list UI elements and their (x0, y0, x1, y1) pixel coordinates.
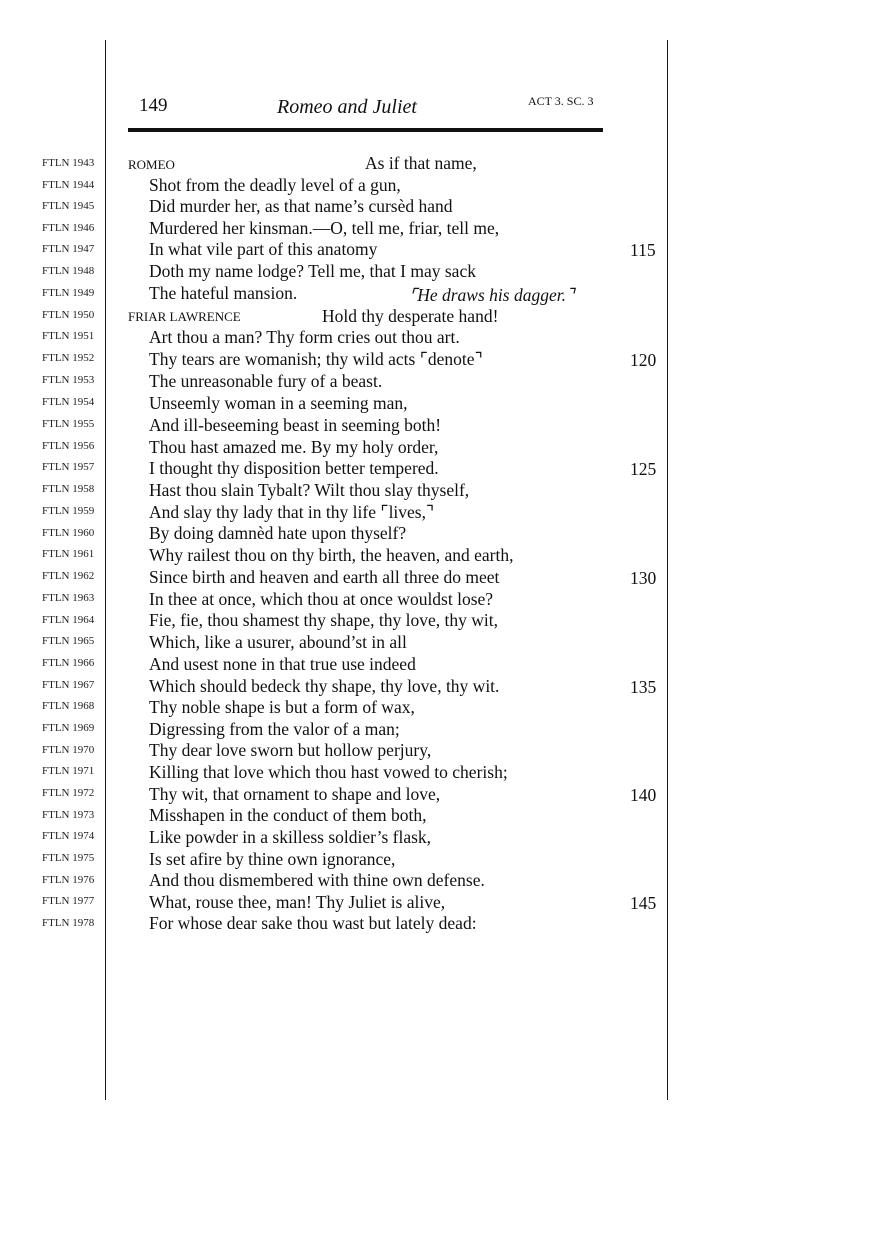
right-margin-rule (667, 40, 668, 1100)
running-title: Romeo and Juliet (277, 96, 417, 118)
ftln-label: FTLN 1974 (42, 830, 95, 842)
verse-line: Killing that love which thou hast vowed to cherish; (149, 762, 508, 782)
close-bracket: ⌝ (565, 285, 575, 305)
open-bracket: ⌜ (380, 502, 389, 522)
line-number: 130 (630, 568, 657, 588)
ftln-label: FTLN 1947 (42, 243, 95, 255)
verse-line: In what vile part of this anatomy (149, 239, 378, 259)
ftln-label: FTLN 1967 (42, 679, 95, 691)
speaker-romeo: ROMEO (128, 157, 175, 172)
verse-line (149, 349, 483, 370)
verse-line: The unreasonable fury of a beast. (149, 371, 383, 391)
line-number: 125 (630, 459, 657, 479)
verse-line: Since birth and heaven and earth all three do meet (149, 567, 500, 587)
verse-line: Unseemly woman in a seeming man, (149, 393, 408, 413)
close-bracket: ⌝ (426, 502, 435, 522)
speaker-friar-lawrence: FRIAR LAWRENCE (128, 309, 241, 324)
ftln-label: FTLN 1970 (42, 744, 95, 756)
act-scene-label: ACT 3. SC. 3 (528, 94, 594, 108)
emended-word: denote (427, 349, 475, 369)
line-number: 145 (630, 893, 657, 913)
ftln-label: FTLN 1956 (42, 440, 95, 452)
verse-line: Hast thou slain Tybalt? Wilt thou slay thyself, (149, 480, 470, 500)
ftln-label: FTLN 1961 (42, 548, 95, 560)
line-number: 140 (630, 785, 657, 805)
open-bracket: ⌜ (409, 285, 418, 305)
verse-line: Thy wit, that ornament to shape and love, (149, 784, 441, 804)
ftln-label: FTLN 1944 (42, 179, 95, 191)
ftln-label: FTLN 1958 (42, 483, 95, 495)
ftln-label: FTLN 1946 (42, 222, 95, 234)
verse-line: In thee at once, which thou at once wouldst lose? (149, 589, 494, 609)
page-number: 149 (139, 95, 168, 116)
verse-line: Art thou a man? Thy form cries out thou art. (149, 327, 460, 347)
ftln-label: FTLN 1954 (42, 396, 95, 408)
verse-line: Thy dear love sworn but hollow perjury, (149, 740, 432, 760)
ftln-label: FTLN 1977 (42, 895, 95, 907)
ftln-label: FTLN 1972 (42, 787, 95, 799)
ftln-label: FTLN 1950 (42, 309, 95, 321)
ftln-label: FTLN 1966 (42, 657, 95, 669)
left-margin-rule (105, 40, 106, 1100)
verse-line: Shot from the deadly level of a gun, (149, 175, 401, 195)
ftln-label: FTLN 1951 (42, 330, 95, 342)
ftln-label: FTLN 1971 (42, 765, 95, 777)
verse-line: What, rouse thee, man! Thy Juliet is alive, (149, 892, 446, 912)
ftln-label: FTLN 1975 (42, 852, 95, 864)
line-number: 120 (630, 350, 657, 370)
emended-word: lives, (388, 502, 426, 522)
verse-line: Why railest thou on thy birth, the heaven, and earth, (149, 545, 514, 565)
verse-line: As if that name, (365, 153, 477, 173)
ftln-label: FTLN 1959 (42, 505, 95, 517)
verse-line: Thy noble shape is but a form of wax, (149, 697, 415, 717)
verse-line: Murdered her kinsman.—O, tell me, friar, tell me, (149, 218, 500, 238)
line-number: 115 (630, 240, 656, 260)
verse-line: And thou dismembered with thine own defense. (149, 870, 485, 890)
line-number: 135 (630, 677, 657, 697)
verse-line: Doth my name lodge? Tell me, that I may sack (149, 261, 476, 281)
verse-line: Digressing from the valor of a man; (149, 719, 400, 739)
ftln-label: FTLN 1965 (42, 635, 95, 647)
verse-line: Which should bedeck thy shape, thy love, thy wit. (149, 676, 500, 696)
stage-direction-text: He draws his dagger. (417, 285, 566, 305)
ftln-label: FTLN 1945 (42, 200, 95, 212)
ftln-label: FTLN 1976 (42, 874, 95, 886)
ftln-label: FTLN 1968 (42, 700, 95, 712)
ftln-label: FTLN 1953 (42, 374, 95, 386)
verse-line: Like powder in a skilless soldier’s flask, (149, 827, 432, 847)
ftln-label: FTLN 1969 (42, 722, 95, 734)
verse-line: And usest none in that true use indeed (149, 654, 416, 674)
verse-line: Is set afire by thine own ignorance, (149, 849, 396, 869)
ftln-label: FTLN 1948 (42, 265, 95, 277)
ftln-label: FTLN 1978 (42, 917, 95, 929)
ftln-label: FTLN 1955 (42, 418, 95, 430)
ftln-label: FTLN 1943 (42, 157, 95, 169)
verse-line: For whose dear sake thou wast but lately dead: (149, 913, 477, 933)
verse-line: Which, like a usurer, abound’st in all (149, 632, 407, 652)
ftln-label: FTLN 1957 (42, 461, 95, 473)
verse-line: Did murder her, as that name’s cursèd hand (149, 196, 453, 216)
open-bracket: ⌜ (419, 349, 428, 369)
ftln-label: FTLN 1964 (42, 614, 95, 626)
ftln-label: FTLN 1960 (42, 527, 95, 539)
verse-text: And slay thy lady that in thy life (149, 502, 381, 522)
verse-line: Misshapen in the conduct of them both, (149, 805, 427, 825)
ftln-label: FTLN 1973 (42, 809, 95, 821)
verse-line: Thou hast amazed me. By my holy order, (149, 437, 439, 457)
stage-direction (409, 285, 574, 306)
verse-line: And ill-beseeming beast in seeming both! (149, 415, 442, 435)
verse-line: I thought thy disposition better tempered. (149, 458, 439, 478)
verse-line: By doing damnèd hate upon thyself? (149, 523, 407, 543)
verse-line (149, 502, 434, 523)
verse-line: Hold thy desperate hand! (322, 306, 499, 326)
header-rule (128, 128, 603, 132)
verse-line: Fie, fie, thou shamest thy shape, thy love, thy wit, (149, 610, 498, 630)
ftln-label: FTLN 1962 (42, 570, 95, 582)
verse-text: Thy tears are womanish; thy wild acts (149, 349, 420, 369)
close-bracket: ⌝ (474, 349, 483, 369)
verse-line: The hateful mansion. (149, 283, 298, 303)
ftln-label: FTLN 1949 (42, 287, 95, 299)
ftln-label: FTLN 1963 (42, 592, 95, 604)
ftln-label: FTLN 1952 (42, 352, 95, 364)
